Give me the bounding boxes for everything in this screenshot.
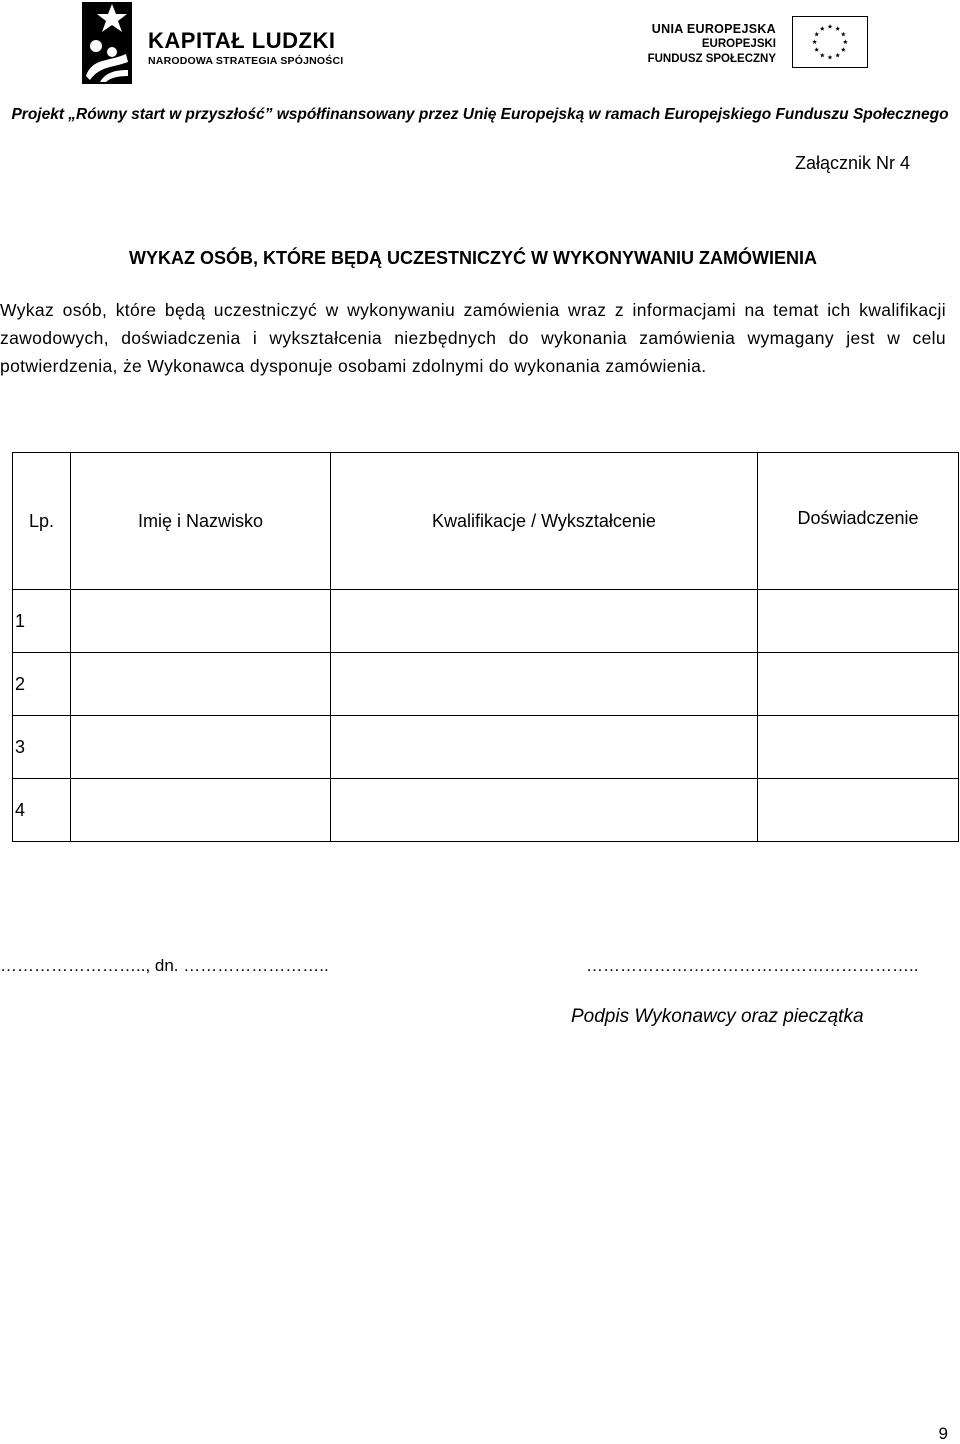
document-title: WYKAZ OSÓB, KTÓRE BĘDĄ UCZESTNICZYĆ W WYKONYWANIU ZAMÓWIENIA	[129, 248, 817, 268]
table-row	[13, 716, 959, 779]
row-number: 4	[13, 779, 71, 842]
eu-star-icon	[814, 47, 819, 52]
place-date-line: …………………….., dn. ……………………..	[0, 956, 329, 975]
table-row	[13, 779, 959, 842]
eu-star-icon	[841, 32, 846, 37]
kapital-ludzki-logo-icon	[82, 2, 132, 84]
eu-star-icon	[843, 40, 848, 45]
qualifications-cell[interactable]	[331, 590, 758, 653]
eu-logo-line2: EUROPEJSKI	[701, 38, 776, 50]
kapital-ludzki-logo	[82, 2, 342, 86]
eu-star-icon	[828, 55, 833, 60]
header-experience: Doświadczenie	[758, 453, 959, 590]
qualifications-cell[interactable]	[331, 716, 758, 779]
name-cell[interactable]	[71, 653, 331, 716]
qualifications-cell[interactable]	[331, 653, 758, 716]
eu-star-icon	[828, 24, 833, 29]
eu-logo	[648, 16, 868, 72]
persons-table	[12, 452, 959, 842]
qualifications-cell[interactable]	[331, 779, 758, 842]
table-row	[13, 590, 959, 653]
eu-star-icon	[835, 26, 840, 31]
header-name: Imię i Nazwisko	[71, 453, 331, 590]
name-cell[interactable]	[71, 716, 331, 779]
annex-number: Załącznik Nr 4	[794, 153, 910, 173]
eu-logo-line3: FUNDUSZ SPOŁECZNY	[647, 53, 776, 65]
header-lp: Lp.	[13, 453, 71, 590]
table-row	[13, 653, 959, 716]
table-header-row	[13, 453, 959, 590]
eu-star-icon	[835, 53, 840, 58]
row-number: 3	[13, 716, 71, 779]
row-number: 1	[13, 590, 71, 653]
experience-cell[interactable]	[758, 716, 959, 779]
kapital-ludzki-subtitle: NARODOWA STRATEGIA SPÓJNOŚCI	[148, 55, 344, 67]
eu-star-icon	[814, 32, 819, 37]
eu-star-icon	[820, 53, 825, 58]
eu-star-icon	[812, 40, 817, 45]
experience-cell[interactable]	[758, 779, 959, 842]
page-number: 9	[938, 1424, 948, 1443]
kapital-ludzki-title: KAPITAŁ LUDZKI	[148, 28, 336, 53]
intro-paragraph: Wykaz osób, które będą uczestniczyć w wykonywaniu zamówienia wraz z informacjami na temat ich kwalifikacji zawodowych, doświadczenia i wykształcenia niezbędnych do wykonania zamówienia wymagany jest w celu potwierdzenia, że Wykonawca dysponuje osobami zdolnymi do wykonania zamówienia.	[0, 300, 946, 376]
eu-star-icon	[820, 26, 825, 31]
experience-cell[interactable]	[758, 653, 959, 716]
eu-flag-icon	[792, 16, 868, 68]
name-cell[interactable]	[71, 779, 331, 842]
header-qualifications: Kwalifikacje / Wykształcenie	[331, 453, 758, 590]
name-cell[interactable]	[71, 590, 331, 653]
experience-cell[interactable]	[758, 590, 959, 653]
eu-logo-line1: UNIA EUROPEJSKA	[651, 22, 776, 36]
eu-star-icon	[841, 47, 846, 52]
eu-logo-text	[648, 22, 776, 67]
row-number: 2	[13, 653, 71, 716]
signature-line: …………………………………………………..	[586, 956, 919, 975]
project-cofinancing-line: Projekt „Równy start w przyszłość” współfinansowany przez Unię Europejską w ramach Europejskiego Funduszu Społecznego	[11, 106, 949, 123]
signature-label: Podpis Wykonawcy oraz pieczątka	[571, 1006, 864, 1027]
